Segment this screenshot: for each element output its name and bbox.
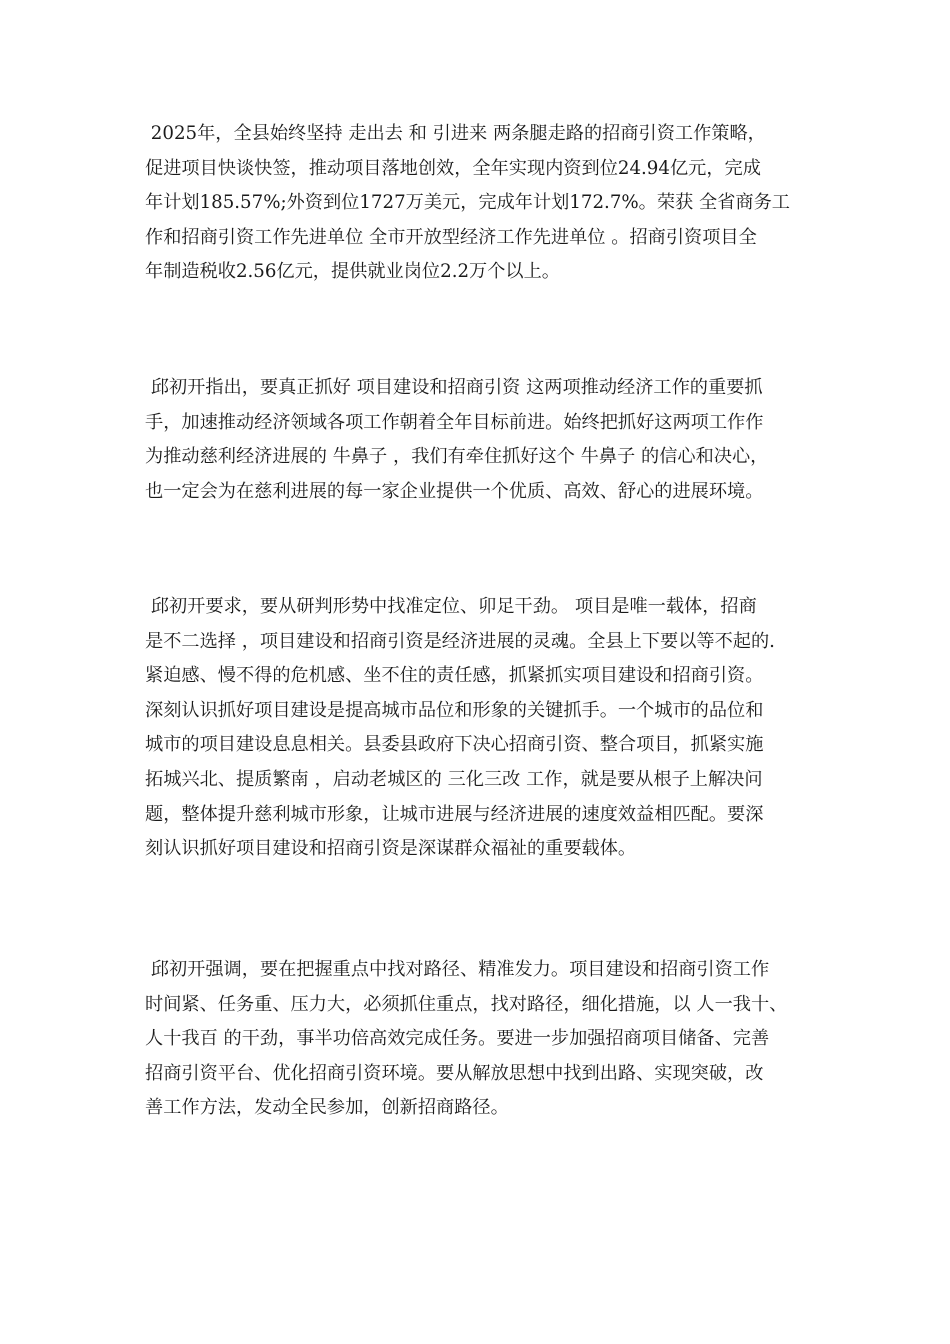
paragraph-4: 邱初开强调，要在把握重点中找对路径、精准发力。项目建设和招商引资工作 时间紧、任务重、压力大，必须抓住重点，找对路径，细化措施，以 人一我十、 人十我百 的干劲，事半功倍高效完成任务。要进一步加强招商项目储备、完善 招商引资平台、优化招商引资环境。要从解放思想中找到出路、实现突破，改 善工作方法，发动全民参加，创新招商路径。 bbox=[145, 959, 788, 1119]
paragraph-3: 邱初开要求，要从研判形势中找准定位、卯足干劲。 项目是唯一载体，招商 是不二选择 ，项目建设和招商引资是经济进展的灵魂。全县上下要以等不起的. 紧迫感、慢不得的危机感、坐不住的责任感，抓紧抓实项目建设和招商引资。 深刻认识抓好项目建设是提高城市品位和形象的关键抓手。一个城市的品位和 城市的项目建设息息相关。县委县政府下决心招商引资、整合项目，抓紧实施 拓城兴北、提质繁南 ，启动老城区的 三化三改 工作，就是要从根子上解决问 题，整体提升慈利城市形象，让城市进展与经济进展的速度效益相匹配。要深 刻认识抓好项目建设和招商引资是深谋群众福祉的重要载体。 bbox=[145, 596, 775, 860]
paragraph-1: 2025年，全县始终坚持 走出去 和 引进来 两条腿走路的招商引资工作策略， 促进项目快谈快签，推动项目落地创效，全年实现内资到位24.94亿元，完成 年计划185.57%;外资到位1727万美元，完成年计划172.7%。荣获 全省商务工 作和招商引资工作先进单位 全市开放型经济工作先进单位 。招商引资项目全 年制造税收2.56亿元，提供就业岗位2.2万个以上。 bbox=[145, 123, 790, 283]
paragraph-2: 邱初开指出，要真正抓好 项目建设和招商引资 这两项推动经济工作的重要抓 手，加速推动经济领域各项工作朝着全年目标前进。始终把抓好这两项工作作 为推动慈利经济进展的 牛鼻子 ，我们有牵住抓好这个 牛鼻子 的信心和决心， 也一定会为在慈利进展的每一家企业提供一个优质、高效、舒心的进展环境。 bbox=[145, 377, 769, 502]
